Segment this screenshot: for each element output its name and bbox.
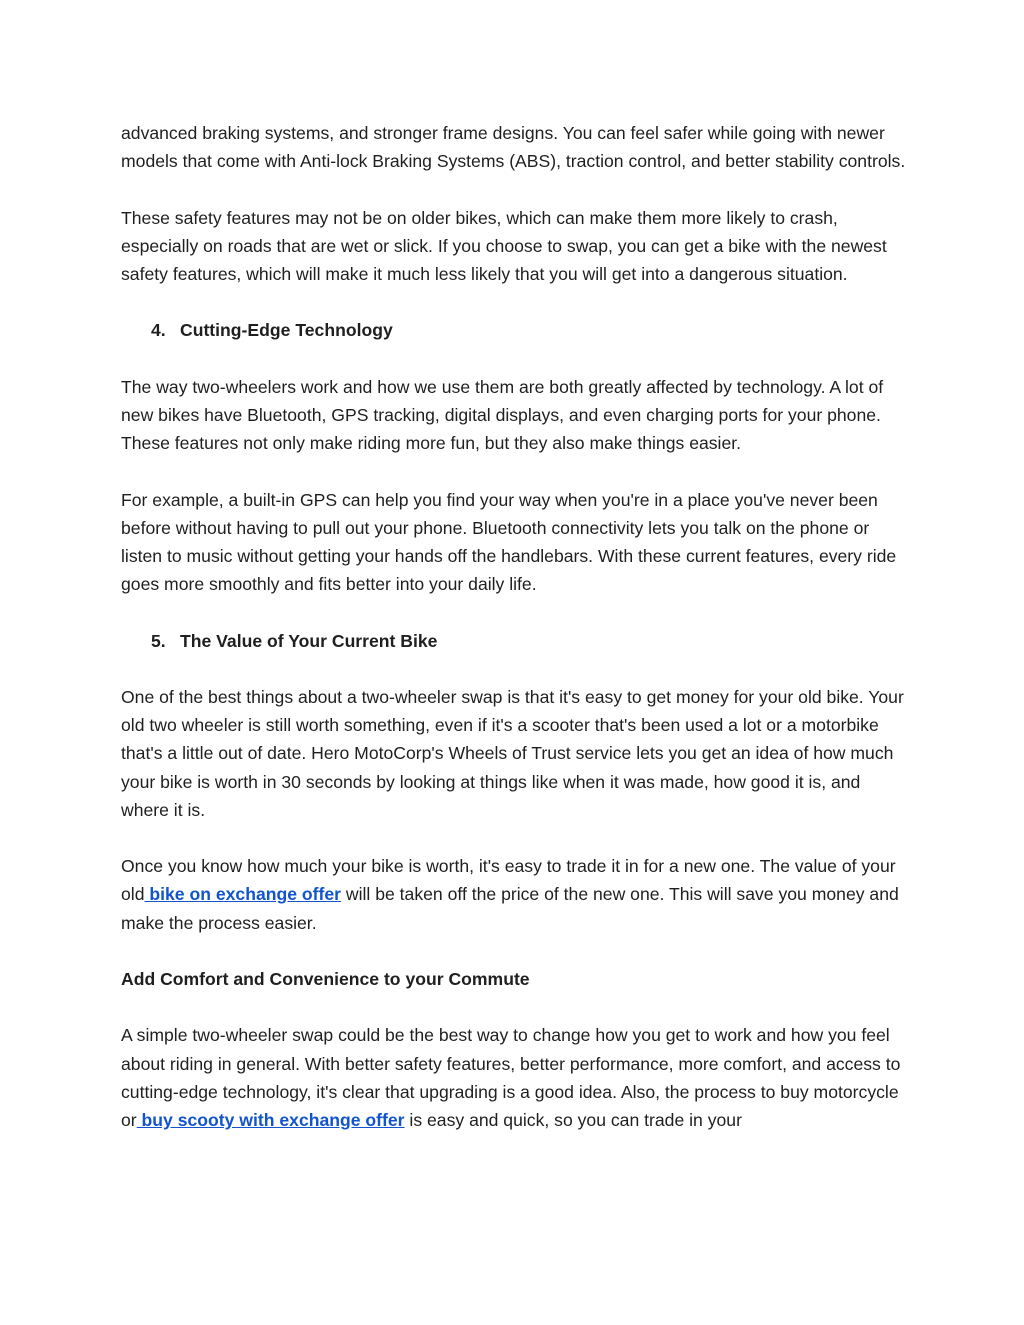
paragraph-bike-value: One of the best things about a two-wheeler swap is that it's easy to get money for your old bike. Your old two wheeler is still worth something, even if it's a scooter that's been used a lot or a motorbike that's a little out of date. Hero MotoCorp's Wheels of Trust service lets you get an idea of how much your bike is worth in 30 seconds by looking at things like when it was made, how good it is, and where it is.: [121, 686, 904, 820]
paragraph-text: A simple two-wheeler swap could be the best way to change how you get to work and how you feel about riding in general. With better safety features, better performance, more comfort, and access to cutting-edge technology, it's clear that upgrading is a good idea. Also, the process to buy motorcycle or: [121, 1025, 901, 1130]
heading-value-of-current-bike: [121, 627, 912, 655]
heading-comfort-convenience: Add Comfort and Convenience to your Commute: [121, 968, 530, 989]
paragraph-text: is easy and quick, so you can trade in your: [404, 1109, 742, 1130]
scooty-exchange-offer-link[interactable]: buy scooty with exchange offer: [136, 1109, 405, 1130]
bike-exchange-offer-link[interactable]: bike on exchange offer: [144, 884, 341, 905]
heading-number: 5.: [151, 630, 166, 651]
heading-cutting-edge-technology: [121, 316, 912, 344]
paragraph-gps-example: For example, a built-in GPS can help you find your way when you're in a place you've never been before without having to pull out your phone. Bluetooth connectivity lets you talk on the phone or listen to music without getting your hands off the handlebars. With these current features, every ride goes more smoothly and fits better into your daily life.: [121, 489, 897, 595]
paragraph-conclusion: [121, 1021, 912, 1134]
paragraph-text: will be taken off the price of the new one. This will save you money and make the process easier.: [121, 884, 899, 933]
paragraph-older-bikes-safety: These safety features may not be on older bikes, which can make them more likely to crash, especially on roads that are wet or slick. If you choose to swap, you can get a bike with the newest safety features, which will make it much less likely that you will get into a dangerous situation.: [121, 207, 887, 284]
heading-text: The Value of Your Current Bike: [180, 630, 438, 651]
heading-text: Cutting-Edge Technology: [180, 320, 393, 341]
paragraph-technology: The way two-wheelers work and how we use them are both greatly affected by technology. A lot of new bikes have Bluetooth, GPS tracking, digital displays, and even charging ports for your phone. These features not only make riding more fun, but they also make things easier.: [121, 376, 884, 454]
paragraph-text: Once you know how much your bike is worth, it's easy to trade it in for a new one. The value of your old: [121, 856, 896, 905]
paragraph-braking-systems: advanced braking systems, and stronger frame designs. You can feel safer while going with newer models that come with Anti-lock Braking Systems (ABS), traction control, and better stability controls.: [121, 123, 906, 172]
paragraph-trade-in: [121, 852, 912, 937]
heading-number: 4.: [151, 320, 166, 341]
